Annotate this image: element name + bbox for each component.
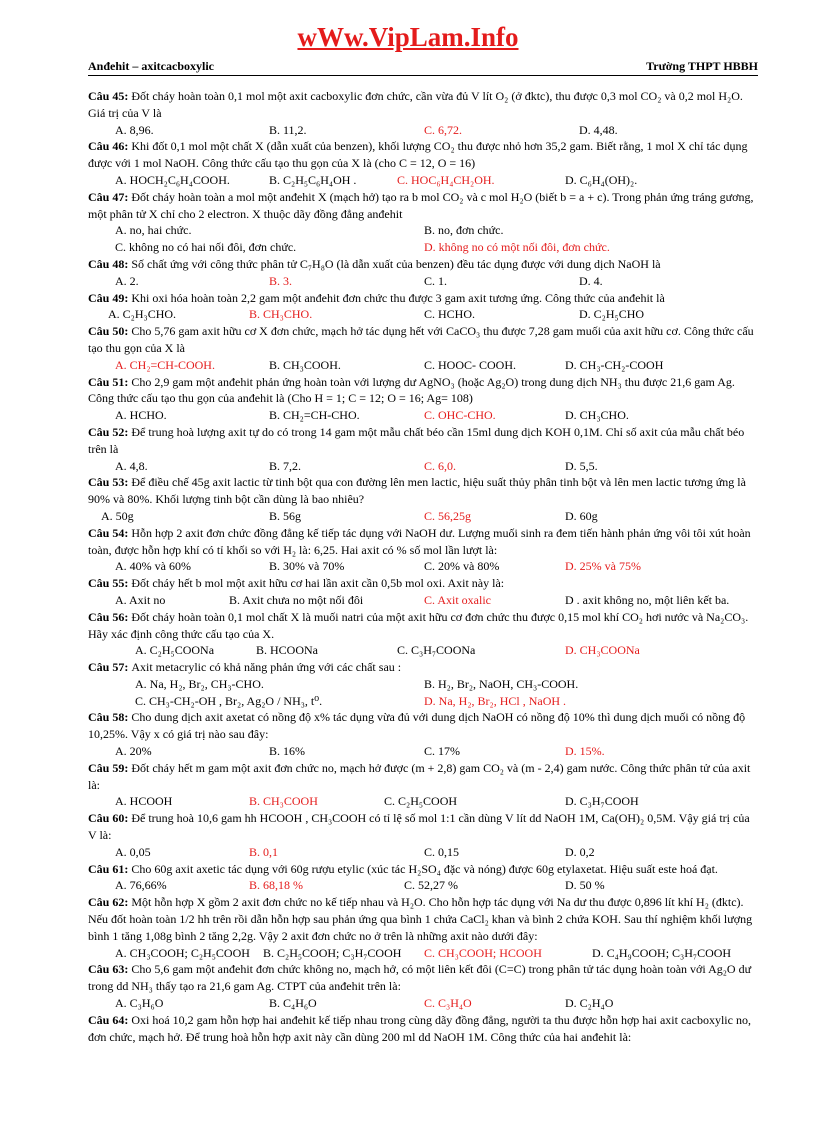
- question-item: [88, 256, 760, 290]
- answer-options: [88, 122, 760, 139]
- answer-option: D. CH₃-CH₂-COOH: [565, 357, 664, 372]
- answer-option: B. CH₂=CH-CHO.: [269, 408, 360, 423]
- answer-option: C. 1.: [424, 273, 448, 288]
- question-number: Câu 51:: [88, 374, 132, 389]
- answer-option: B. 16%: [269, 744, 305, 759]
- answer-option: C. 20% và 80%: [424, 559, 500, 574]
- answer-option: A. 20%: [115, 744, 152, 759]
- question-item: [88, 138, 760, 188]
- answer-option: D. CH₃CHO.: [565, 408, 629, 423]
- answer-option: D. 60g: [565, 508, 598, 523]
- answer-option: C. CH₃COOH; HCOOH: [424, 945, 542, 960]
- question-number: Câu 56:: [88, 609, 132, 624]
- answer-option: C. 56,25g: [424, 508, 472, 523]
- question-number: Câu 49:: [88, 290, 132, 305]
- answer-options: [88, 458, 760, 475]
- answer-options: [88, 508, 760, 525]
- question-body: Để điều chế 45g axit lactic từ tinh bột qua con đường lên men lactic, hiệu suất thủy phân tinh bột và lên men lactic tương ứng là 90% và 80%. Khối lượng tinh bột cần dùng là bao nhiêu?: [88, 475, 746, 507]
- question-text: [88, 810, 760, 844]
- question-item: [88, 424, 760, 474]
- question-text: [88, 138, 760, 172]
- answer-options: [88, 693, 760, 710]
- answer-option: C. HOC₆H₄CH₂OH.: [397, 172, 495, 187]
- answer-option: C. C₃H₇COONa: [397, 643, 476, 658]
- answer-option: C. Axit oxalic: [424, 592, 491, 607]
- answer-option: A. C₃H₆O: [115, 996, 164, 1011]
- answer-option: B. HCOONa: [256, 643, 318, 658]
- answer-option: D. 15%.: [565, 744, 605, 759]
- question-item: [88, 525, 760, 575]
- question-body: Số chất ứng với công thức phân tử C₇H₈O (là dẫn xuất của benzen) đều tác dụng được với dung dịch NaOH là: [131, 256, 661, 271]
- question-number: Câu 63:: [88, 962, 132, 977]
- question-number: Câu 57:: [88, 660, 132, 675]
- answer-option: A. 4,8.: [115, 458, 148, 473]
- answer-options: [88, 239, 760, 256]
- answer-option: B. 7,2.: [269, 458, 302, 473]
- question-item: [88, 474, 760, 524]
- answer-options: [88, 222, 760, 239]
- answer-option: B. 0,1: [249, 844, 279, 859]
- question-number: Câu 61:: [88, 861, 132, 876]
- answer-option: B. 11,2.: [269, 122, 307, 137]
- question-number: Câu 64:: [88, 1012, 132, 1027]
- answer-option: B. CH₃COOH: [249, 794, 318, 809]
- answer-option: B. Axit chưa no một nối đôi: [229, 592, 364, 607]
- answer-options: [88, 743, 760, 760]
- question-body: Cho 5,76 gam axit hữu cơ X đơn chức, mạch hở tác dụng hết với CaCO₃ thu được 7,28 gam muối của axit hữu cơ. Công thức cấu tạo thu gọn của X là: [88, 324, 754, 355]
- answer-option: B. 68,18 %: [249, 878, 303, 893]
- question-body: Khi đốt 0,1 mol một chất X (dẫn xuất của benzen), khối lượng CO₂ thu được nhỏ hơn 35,2 gam. Biết rằng, 1 mol X chỉ tác dụng được với 1 mol NaOH. Công thức cấu tạo thu gọn của X là (cho C = 12, O = 16): [88, 139, 748, 171]
- answer-option: B. C₂H₅C₆H₄OH .: [269, 172, 357, 187]
- question-number: Câu 48:: [88, 256, 132, 271]
- question-body: Cho 60g axit axetic tác dụng với 60g rượu etylic (xúc tác H₂SO₄ đặc và nóng) được 60g etylaxetat. Hiệu suất este hoá đạt.: [131, 861, 718, 876]
- question-item: [88, 659, 760, 693]
- question-item: [88, 810, 760, 860]
- answer-option: A. 40% và 60%: [115, 559, 191, 574]
- answer-option: D. 50 %: [565, 878, 605, 893]
- answer-option: C. C₂H₅COOH: [384, 794, 458, 809]
- answer-options: [88, 357, 760, 374]
- question-list: [88, 88, 760, 1045]
- answer-option: B. CH₃COOH.: [269, 357, 341, 372]
- answer-option: B. C₄H₆O: [269, 996, 317, 1011]
- question-text: [88, 323, 760, 357]
- answer-option: B. 56g: [269, 508, 302, 523]
- answer-option: D. C₃H₇COOH: [565, 794, 639, 809]
- answer-option: D. C₄H₉COOH; C₃H₇COOH: [592, 945, 732, 960]
- answer-option: C. 17%: [424, 744, 460, 759]
- question-text: [88, 474, 760, 508]
- question-number: Câu 45:: [88, 89, 132, 103]
- question-body: Axit metacrylic có khả năng phản ứng với các chất sau :: [131, 660, 402, 675]
- question-item: [88, 323, 760, 373]
- question-body: Cho 2,9 gam một anđehit phản ứng hoàn toàn với lượng dư AgNO₃ (hoặc Ag₂O) trong dung dịch NH₃ thu được 21,6 gam Ag. Công thức cấu tạo thu gọn của anđehit là (Cho H = 1; C = 12; O = 16; Ag= 108): [88, 374, 735, 406]
- answer-option: A. Na, H₂, Br₂, CH₃-CHO.: [135, 676, 264, 691]
- answer-option: D . axit không no, một liên kết ba.: [565, 592, 730, 607]
- answer-option: D. 5,5.: [565, 458, 598, 473]
- answer-option: D. 0,2: [565, 844, 595, 859]
- answer-option: C. CH₃-CH₂-OH , Br₂, Ag₂O / NH₃, t⁰.: [135, 693, 323, 708]
- answer-option: C. OHC-CHO.: [424, 408, 496, 423]
- answer-options: [88, 945, 760, 962]
- question-text: [88, 1012, 760, 1046]
- question-item: [88, 374, 760, 424]
- answer-option: D. C₆H₄(OH)₂.: [565, 172, 638, 187]
- answer-option: D. Na, H₂, Br₂, HCl , NaOH .: [424, 693, 567, 708]
- answer-option: B. no, đơn chức.: [424, 223, 504, 238]
- question-text: [88, 659, 760, 676]
- answer-option: B. 30% và 70%: [269, 559, 345, 574]
- header-topic: Anđehit – axitcacboxylic: [88, 59, 214, 73]
- answer-options: [88, 844, 760, 861]
- question-body: Cho dung dịch axit axetat có nồng độ x% tác dụng vừa đủ với dung dịch NaOH có nồng độ 10% thì dung dịch muối có nồng độ 10,25%. Vậy x có giá trị nào sau đây:: [88, 710, 746, 742]
- answer-option: D. CH₃COONa: [565, 643, 640, 658]
- question-text: [88, 256, 760, 273]
- question-text: [88, 575, 760, 592]
- answer-option: C. 6,0.: [424, 458, 457, 473]
- answer-option: D. 4,48.: [579, 122, 618, 137]
- answer-option: A. 50g: [101, 508, 134, 523]
- question-text: [88, 760, 760, 794]
- answer-option: B. 3.: [269, 273, 293, 288]
- question-item: [88, 239, 760, 256]
- header-school: Trường THPT HBBH: [646, 59, 758, 73]
- question-number: Câu 53:: [88, 475, 132, 490]
- question-text: [88, 374, 760, 408]
- question-text: [88, 609, 760, 643]
- question-text: [88, 88, 760, 122]
- question-text: [88, 709, 760, 743]
- question-item: [88, 88, 760, 138]
- question-item: [88, 575, 760, 609]
- question-text: [88, 424, 760, 458]
- answer-options: [88, 273, 760, 290]
- answer-option: C. HOOC- COOH.: [424, 357, 517, 372]
- answer-options: [88, 306, 760, 323]
- question-number: Câu 54:: [88, 525, 132, 540]
- answer-option: A. 0,05: [115, 844, 151, 859]
- question-body: Cho 5,6 gam một anđehit đơn chức không no, mạch hở, có một liên kết đôi (C=C) trong phân tử tác dụng hoàn toàn với Ag₂O dư trong dd NH₃ thấy tạo ra 21,6 gam Ag. CTPT của anđehit trên là:: [88, 962, 752, 994]
- question-body: Đốt cháy hết m gam một axit đơn chức no, mạch hở được (m + 2,8) gam CO₂ và (m - 2,4) gam nước. Công thức phân tử của axit là:: [88, 760, 751, 792]
- question-number: Câu 62:: [88, 895, 132, 910]
- answer-option: A. HCOOH: [115, 794, 173, 809]
- question-text: [88, 525, 760, 559]
- question-item: [88, 693, 760, 710]
- answer-option: D. 4.: [579, 273, 603, 288]
- answer-options: [88, 172, 760, 189]
- question-body: Đốt cháy hoàn toàn 0,1 mol một axit cacboxylic đơn chức, cần vừa đủ V lít O₂ (ở đktc), thu được 0,3 mol CO₂ và 0,2 mol H₂O. Giá trị của V là: [88, 89, 743, 120]
- question-item: [88, 290, 760, 324]
- answer-option: C. C₃H₄O: [424, 996, 472, 1011]
- question-number: Câu 60:: [88, 811, 132, 826]
- answer-option: A. C₂H₃CHO.: [108, 307, 177, 322]
- answer-option: D. 25% và 75%: [565, 559, 641, 574]
- answer-option: A. HCHO.: [115, 408, 167, 423]
- answer-options: [88, 877, 760, 894]
- answer-option: B. CH₃CHO.: [249, 307, 313, 322]
- answer-option: A. 76,66%: [115, 878, 167, 893]
- answer-options: [88, 793, 760, 810]
- answer-options: [88, 995, 760, 1012]
- question-number: Câu 47:: [88, 189, 132, 204]
- answer-option: A. no, hai chức.: [115, 223, 192, 238]
- question-text: [88, 894, 760, 944]
- question-text: [88, 861, 760, 878]
- answer-option: D. C₂H₅CHO: [579, 307, 645, 322]
- answer-option: D. C₂H₄O: [565, 996, 614, 1011]
- question-text: [88, 290, 760, 307]
- answer-options: [88, 558, 760, 575]
- question-body: Để trung hoà 10,6 gam hh HCOOH , CH₃COOH có tỉ lệ số mol 1:1 cần dùng V lít dd NaOH 1M, Ca(OH)₂ 0,5M. Vậy giá trị của V là:: [88, 811, 750, 843]
- question-number: Câu 58:: [88, 710, 132, 725]
- question-number: Câu 52:: [88, 424, 132, 439]
- answer-option: A. 8,96.: [115, 122, 154, 137]
- question-item: [88, 961, 760, 1011]
- question-text: [88, 961, 760, 995]
- question-body: Để trung hoà lượng axit tự do có trong 14 gam một mẫu chất béo cần 15ml dung dịch KOH 0,1M. Chỉ số axit của mẫu chất béo trên là: [88, 424, 745, 456]
- answer-option: A. HOCH₂C₆H₄COOH.: [115, 172, 230, 187]
- question-item: [88, 189, 760, 239]
- question-item: [88, 894, 760, 961]
- answer-options: [88, 642, 760, 659]
- question-item: [88, 861, 760, 895]
- question-body: Đốt cháy hoàn toàn a mol một anđehit X (mạch hở) tạo ra b mol CO₂ và c mol H₂O (biết b = a + c). Trong phản ứng tráng gương, một phân tử X chỉ cho 2 electron. X thuộc dãy đồng đẳng anđehit: [88, 189, 754, 221]
- question-body: Hỗn hợp 2 axit đơn chức đồng đẳng kế tiếp tác dụng với NaOH dư. Lượng muối sinh ra đem tiến hành phản ứng vôi tôi xút hoàn toàn, được hỗn hợp khí có tỉ khối so với H₂ là: 6,25. Hai axit có % số mol lần lượt là:: [88, 525, 751, 557]
- answer-option: A. CH₃COOH; C₂H₅COOH: [115, 945, 250, 960]
- answer-option: B. C₂H₅COOH; C₃H₇COOH: [263, 945, 402, 960]
- question-item: [88, 1012, 760, 1046]
- question-body: Khi oxi hóa hoàn toàn 2,2 gam một anđehit đơn chức thu được 3 gam axit tương ứng. Công thức của anđehit là: [131, 290, 665, 305]
- answer-option: C. 6,72.: [424, 122, 463, 137]
- answer-option: A. C₂H₅COONa: [135, 643, 215, 658]
- page-header: [88, 59, 758, 76]
- question-item: [88, 760, 760, 810]
- question-text: [88, 189, 760, 223]
- answer-option: A. CH₂=CH-COOH.: [115, 357, 215, 372]
- answer-option: B. H₂, Br₂, NaOH, CH₃-COOH.: [424, 676, 579, 691]
- answer-options: [88, 407, 760, 424]
- answer-option: C. 52,27 %: [404, 878, 458, 893]
- answer-options: [88, 592, 760, 609]
- question-item: [88, 709, 760, 759]
- answer-option: A. Axit no: [115, 592, 166, 607]
- question-body: Oxi hoá 10,2 gam hỗn hợp hai anđehit kế tiếp nhau trong cùng dãy đồng đẳng, người ta thu được hỗn hợp hai axit cacboxylic no, đơn chức, mạch hở. Để trung hoà hỗn hợp axit này cần dùng 200 ml dd NaOH 1M. Công thức của hai anđehit là:: [88, 1012, 751, 1044]
- answer-options: [88, 676, 760, 693]
- question-number: Câu 55:: [88, 576, 132, 591]
- question-number: Câu 50:: [88, 324, 132, 339]
- answer-option: C. 0,15: [424, 844, 460, 859]
- question-number: Câu 46:: [88, 139, 132, 154]
- question-body: Đốt cháy hết b mol một axit hữu cơ hai lần axit cần 0,5b mol oxi. Axit này là:: [131, 576, 505, 591]
- question-item: [88, 609, 760, 659]
- answer-option: A. 2.: [115, 273, 139, 288]
- site-title[interactable]: wWw.VipLam.Info: [297, 22, 519, 52]
- answer-option: C. không no có hai nối đôi, đơn chức.: [115, 240, 297, 255]
- question-body: Đốt cháy hoàn toàn 0,1 mol chất X là muối natri của một axit hữu cơ đơn chức thu được 0,15 mol khí CO₂ hơi nước và Na₂CO₃. Hãy xác định công thức cấu tạo của X.: [88, 609, 749, 641]
- question-number: Câu 59:: [88, 760, 132, 775]
- question-body: Một hỗn hợp X gồm 2 axit đơn chức no kế tiếp nhau và H₂O. Cho hỗn hợp tác dụng với Na dư thu được 0,896 lít khí H₂ (đktc). Nếu đốt hoàn toàn 1/2 hh trên rồi dẫn hỗn hợp sau phản ứng qua bình 1 chứa CaCl₂ khan và bình 2 chứa KOH. Sau thí nghiệm khối lượng bình 1 tăng 1,08g bình 2 tăng 2,2g. Vậy 2 axit đơn chức no ở trên là những axit nào dưới đây:: [88, 895, 753, 943]
- answer-option: C. HCHO.: [424, 307, 476, 322]
- answer-option: D. không no có một nối đôi, đơn chức.: [424, 240, 610, 255]
